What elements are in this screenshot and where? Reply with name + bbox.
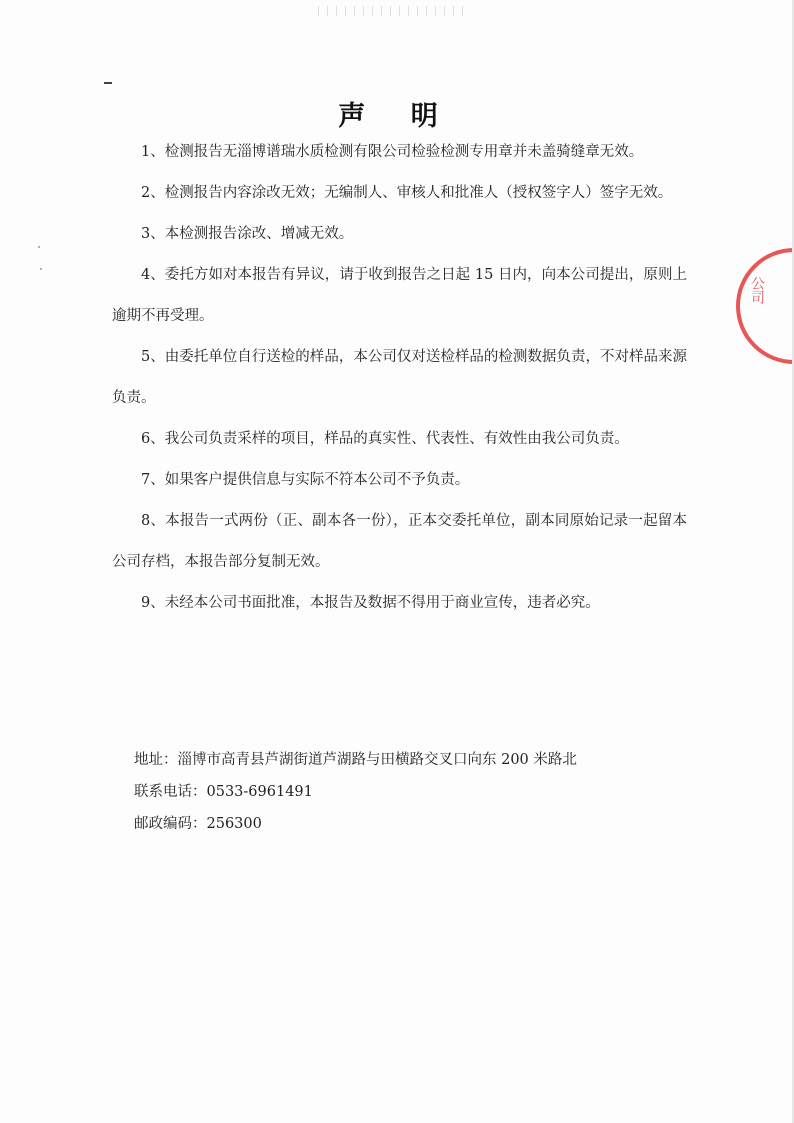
- scan-noise: [318, 6, 468, 16]
- statement-clauses: [112, 132, 687, 624]
- clause-8: 8、本报告一式两份（正、副本各一份），正本交委托单位，副本同原始记录一起留本公司存档，本报告部分复制无效。: [112, 513, 687, 570]
- clause-9: 9、未经本公司书面批准，本报告及数据不得用于商业宣传，违者必究。: [141, 595, 600, 611]
- stamp-text: 公司: [749, 276, 765, 304]
- company-seal-stamp: [736, 248, 794, 364]
- contact-postcode: 邮政编码：256300: [134, 816, 262, 832]
- scan-speck: [40, 268, 42, 270]
- scan-speck: [38, 246, 40, 248]
- clause-4: 4、委托方如对本报告有异议，请于收到报告之日起 15 日内，向本公司提出，原则上逾期不再受理。: [112, 267, 687, 324]
- clause-2: 2、检测报告内容涂改无效；无编制人、审核人和批准人（授权签字人）签字无效。: [141, 185, 673, 201]
- contact-phone: 联系电话：0533-6961491: [134, 784, 313, 800]
- contact-address: 地址：淄博市高青县芦湖街道芦湖路与田横路交叉口向东 200 米路北: [134, 752, 577, 768]
- clause-7: 7、如果客户提供信息与实际不符本公司不予负责。: [141, 472, 470, 488]
- scan-mark: [104, 82, 112, 84]
- clause-3: 3、本检测报告涂改、增减无效。: [141, 226, 354, 242]
- clause-5: 5、由委托单位自行送检的样品，本公司仅对送检样品的检测数据负责，不对样品来源负责。: [112, 349, 687, 406]
- contact-block: [134, 744, 694, 840]
- clause-6: 6、我公司负责采样的项目，样品的真实性、代表性、有效性由我公司负责。: [141, 431, 629, 447]
- clause-1: 1、检测报告无淄博谱瑞水质检测有限公司检验检测专用章并未盖骑缝章无效。: [141, 144, 644, 160]
- page-title: 声 明: [338, 101, 456, 132]
